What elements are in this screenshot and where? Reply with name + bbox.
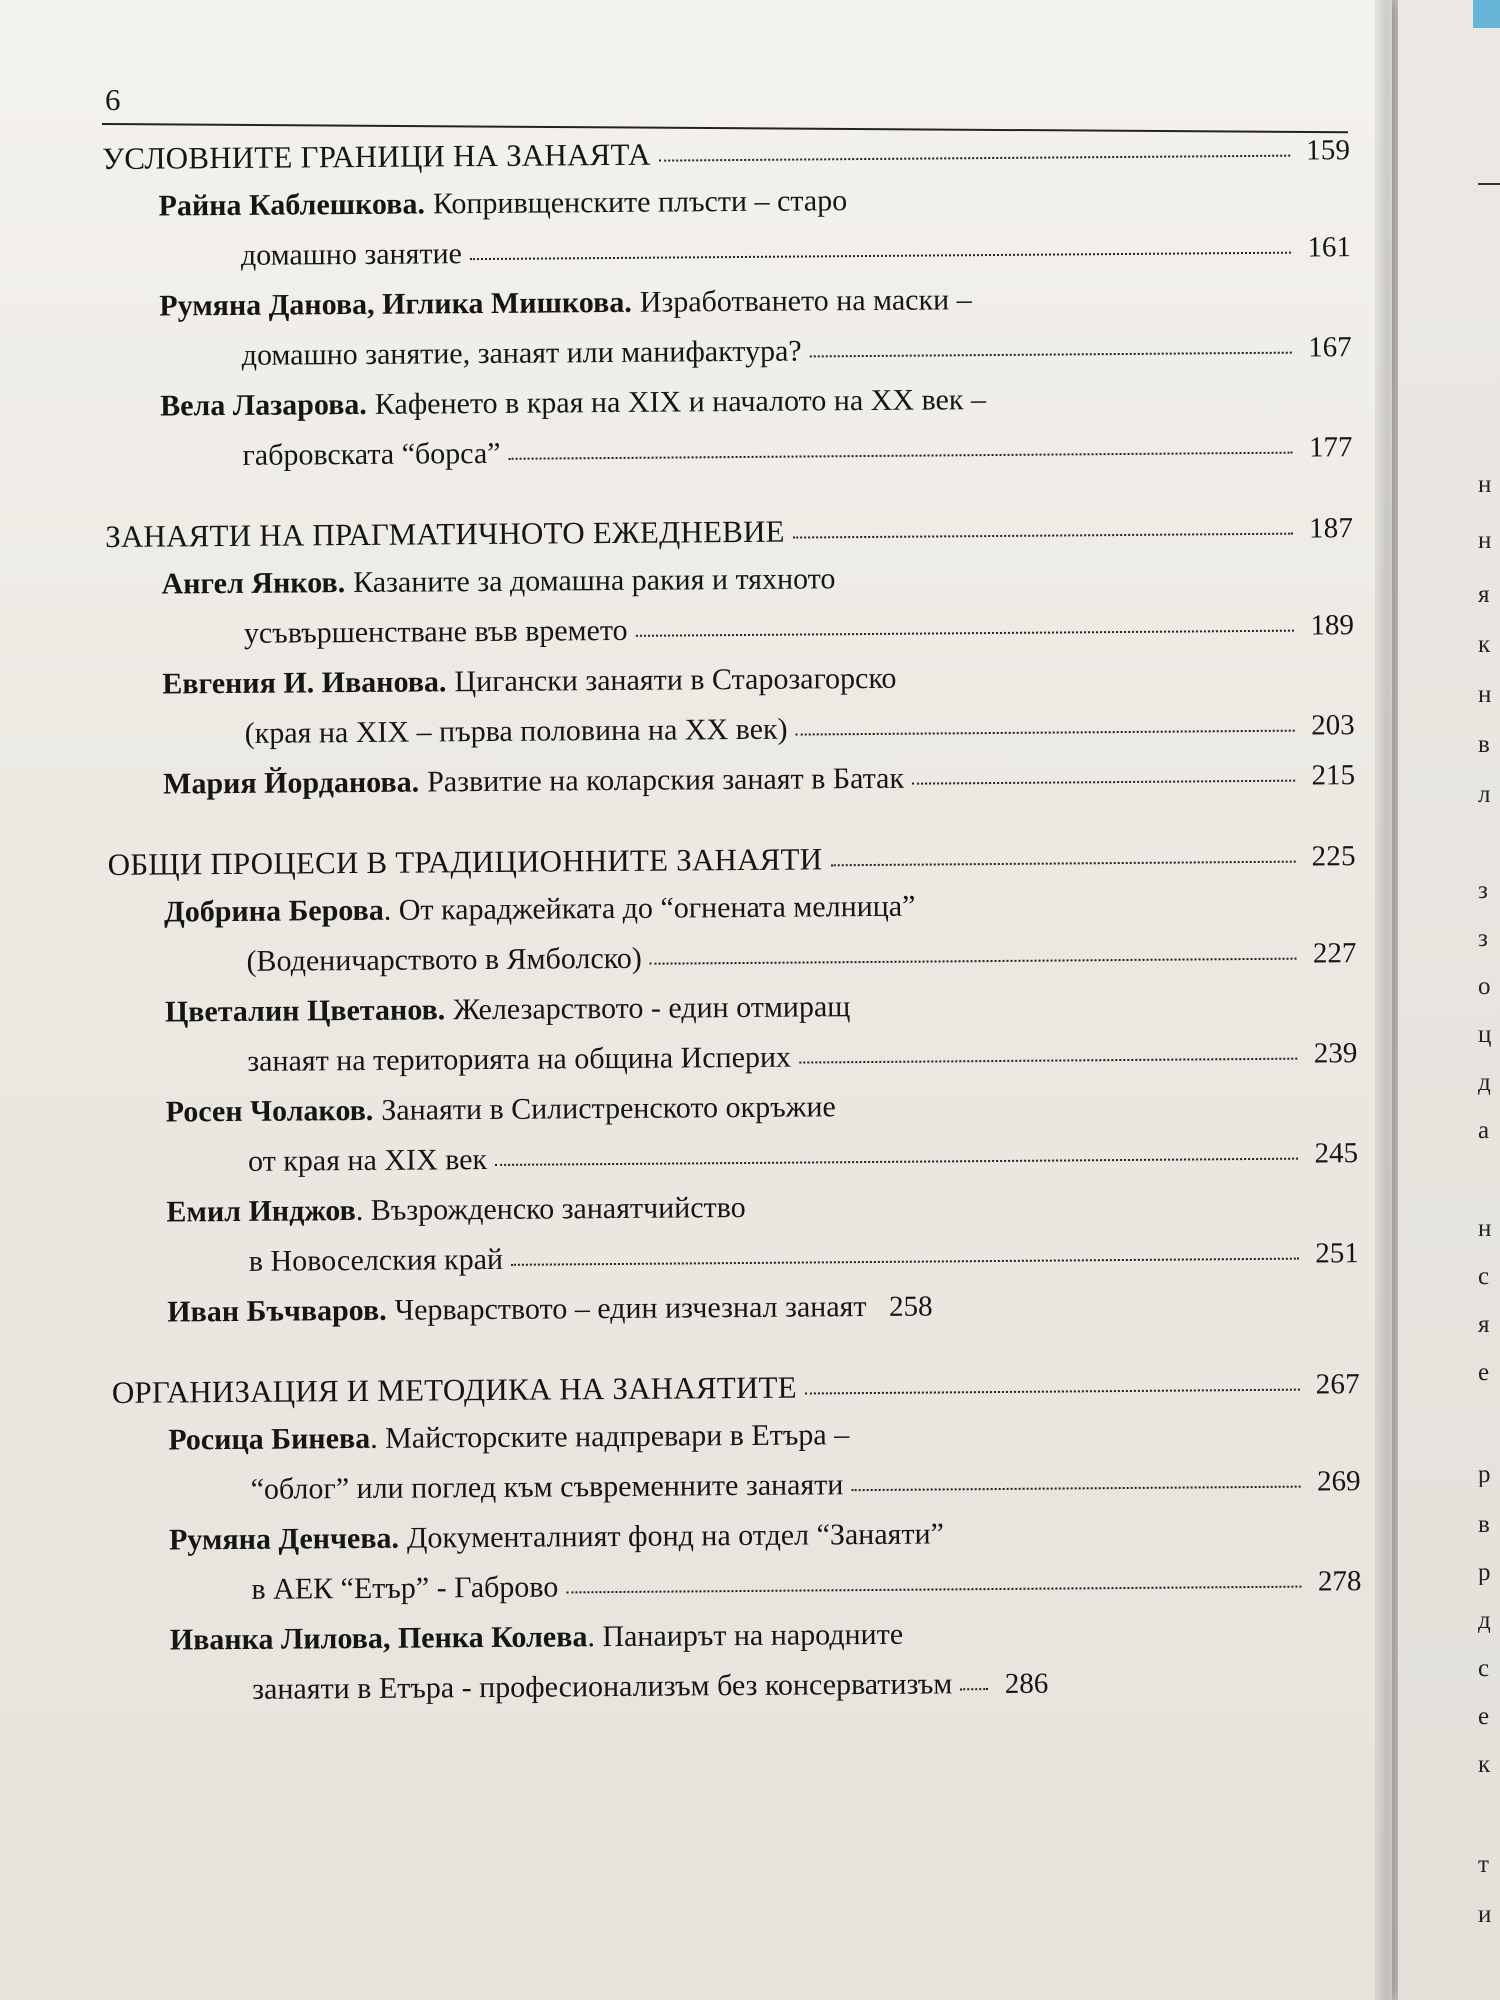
entry-page-number: 215 [1311, 759, 1356, 792]
entry-author: Румяна Данова, Иглика Мишкова. [159, 285, 632, 323]
entry-title-line: (края на XIX – първа половина на XX век) [244, 712, 788, 750]
right-page-letter: а [1478, 1118, 1490, 1143]
entry-author: Райна Каблешкова. [158, 187, 426, 223]
dot-leader [799, 1050, 1297, 1064]
right-page-letter: ц [1478, 1022, 1492, 1047]
entry-author: Румяна Денчева. [168, 1521, 400, 1557]
entry-title-line: Документалният фонд на отдел “Занаяти” [406, 1517, 945, 1555]
entry-page-number: 167 [1308, 331, 1352, 364]
section-title: ОРГАНИЗАЦИЯ И МЕТОДИКА НА ЗАНАЯТИТЕ [111, 1369, 797, 1410]
entry-title-line: Копривщенските плъсти – старо [432, 184, 848, 221]
dot-leader [912, 772, 1295, 785]
blue-cover-corner [1473, 0, 1500, 28]
dot-leader [960, 1680, 988, 1690]
entry-page-number: 227 [1312, 937, 1357, 970]
dot-leader [659, 147, 1291, 162]
toc-entry [113, 1506, 1362, 1616]
right-page-letter: н [1478, 682, 1492, 707]
toc-entry [105, 550, 1354, 660]
entry-author: Мария Йорданова. [162, 765, 420, 801]
entry-title-line: от края на XIX век [247, 1143, 488, 1178]
book-gutter-shadow [1375, 0, 1400, 2000]
toc-entry-single-line [167, 1278, 1359, 1337]
toc-entry [102, 172, 1351, 282]
entry-title-line: Кафенето в края на XIX и началото на XX век – [374, 383, 987, 421]
right-page-letter: я [1478, 1312, 1490, 1337]
dot-leader [805, 1381, 1300, 1395]
entry-page-number: 239 [1313, 1037, 1358, 1070]
right-page-letter: с [1478, 1264, 1490, 1289]
right-page-letter: е [1478, 1704, 1490, 1729]
toc-entry [106, 650, 1355, 760]
right-page-letter: р [1478, 1462, 1491, 1487]
entry-author: Добрина Берова [163, 893, 384, 929]
entry-author: Росица Бинева [168, 1421, 371, 1457]
entry-title-line: усъвършенстване във времето [243, 613, 628, 650]
entry-title-line: Цигански занаяти в Старозагорско [454, 661, 897, 699]
entry-title-line: занаят на територията на община Исперих [247, 1040, 792, 1078]
entry-title-line: Черварството – един изчезнал занаят [394, 1290, 867, 1327]
entry-title-line: домашно занятие [240, 237, 463, 272]
entry-page-number: 269 [1316, 1465, 1361, 1498]
right-page-letter: н [1478, 472, 1492, 497]
entry-title-line: . Панаирът на народните [587, 1617, 904, 1654]
entry-title-line: (Воденичарството в Ямболско) [246, 941, 642, 978]
section-title: ЗАНАЯТИ НА ПРАГМАТИЧНОТО ЕЖЕДНЕВИЕ [105, 513, 785, 554]
toc-entry-second-line [160, 422, 1352, 481]
entry-title-line: в Новоселския край [248, 1242, 504, 1278]
right-page-letter: з [1478, 878, 1488, 903]
toc-entry-single-line [163, 750, 1355, 809]
entry-title-line: Железарството - един отмиращ [453, 990, 851, 1027]
dot-leader [636, 622, 1294, 637]
page-number: 6 [105, 82, 121, 117]
right-page-letter: т [1478, 1852, 1489, 1877]
section-title: ОБЩИ ПРОЦЕСИ В ТРАДИЦИОННИТЕ ЗАНАЯТИ [107, 841, 823, 882]
right-page-letter: и [1478, 1902, 1492, 1927]
entry-title-line: Изработването на маски – [639, 283, 972, 319]
dot-leader [509, 444, 1293, 460]
dot-leader [793, 525, 1293, 539]
entry-title-line: . От караджейката до “огнената мелница” [383, 889, 916, 927]
right-page-letter: л [1478, 782, 1491, 807]
dot-leader [650, 950, 1297, 965]
entry-title-line: габровската “борса” [242, 436, 501, 472]
right-page-rule [1478, 183, 1500, 185]
entry-author: Росен Чолаков. [165, 1093, 374, 1129]
entry-author: Иван Бъчваров. [167, 1293, 387, 1329]
entry-author: Ангел Янков. [161, 566, 346, 601]
table-of-contents [102, 125, 1362, 1716]
entry-title-line: домашно занятие, занаят или манифактура? [241, 334, 802, 372]
entry-title-line: занаяти в Етъра - професионализъм без консерватизъм [252, 1667, 953, 1706]
entry-author: Вела Лазарова. [160, 387, 367, 423]
right-page-letter: н [1478, 1216, 1492, 1241]
section-page-number: 159 [1305, 134, 1351, 167]
dot-leader [495, 1150, 1298, 1166]
dot-leader [566, 1578, 1301, 1594]
entry-page-number: 177 [1308, 431, 1353, 464]
right-page-letter: в [1478, 732, 1490, 757]
right-page-letter: е [1478, 1360, 1490, 1385]
entry-title-line: Развитие на коларския занаят в Батак [427, 761, 905, 799]
entry-title-line: . Майсторските надпревари в Етъра – [370, 1418, 850, 1455]
toc-entry [103, 272, 1352, 382]
right-page-partial-text [1478, 472, 1500, 1972]
entry-page-number: 189 [1310, 609, 1355, 642]
entry-author: Евгения И. Иванова. [162, 665, 447, 701]
dot-leader [470, 244, 1291, 260]
entry-page-number: 203 [1311, 709, 1355, 742]
entry-page-number: 245 [1314, 1137, 1359, 1170]
right-page-letter: р [1478, 1560, 1491, 1585]
toc-entry-second-line [170, 1656, 1362, 1715]
right-page-letter: в [1478, 1512, 1490, 1537]
toc-entry [112, 1406, 1361, 1516]
entry-author: Иванка Лилова, Пенка Колева [169, 1620, 588, 1657]
toc-entry [107, 750, 1355, 810]
right-page-letter: д [1478, 1608, 1491, 1633]
right-page-letter: з [1478, 926, 1488, 951]
dot-leader [795, 722, 1294, 736]
section-title: УСЛОВНИТЕ ГРАНИЦИ НА ЗАНАЯТА [102, 136, 651, 176]
entry-page-number: 161 [1307, 231, 1352, 264]
toc-entry [108, 878, 1357, 988]
dot-leader [810, 344, 1292, 358]
dot-leader [511, 1250, 1299, 1266]
section-page-number: 267 [1315, 1368, 1360, 1401]
toc-entry [109, 978, 1358, 1088]
toc-entry [114, 1606, 1363, 1716]
entry-title-line: “облог” или поглед към съвременните занаяти [250, 1468, 844, 1506]
section-page-number: 225 [1311, 840, 1356, 873]
toc-entry [110, 1178, 1359, 1288]
toc-entry [109, 1078, 1358, 1188]
right-page-letter: с [1478, 1656, 1490, 1681]
entry-page-number: 258 [888, 1290, 933, 1323]
dot-leader [830, 853, 1296, 867]
entry-page-number: 286 [1004, 1667, 1049, 1700]
dot-leader [851, 1478, 1300, 1492]
toc-entry [104, 372, 1353, 482]
entry-title-line: Казаните за домашна ракия и тяхното [353, 562, 836, 600]
right-page-letter: д [1478, 1070, 1491, 1095]
entry-title-line: в АЕК “Етър” - Габрово [251, 1570, 559, 1606]
right-page-letter: о [1478, 974, 1491, 999]
entry-author: Цветалин Цветанов. [164, 993, 446, 1029]
right-page-letter: я [1478, 582, 1490, 607]
section-page-number: 187 [1308, 512, 1354, 545]
entry-title-line: Занаяти в Силистренското окръжие [381, 1090, 836, 1127]
right-page-letter: н [1478, 528, 1492, 553]
entry-author: Емил Инджов [166, 1194, 356, 1229]
right-page-letter: к [1478, 1752, 1491, 1777]
entry-title-line: . Възрожденско занаятчийство [355, 1190, 746, 1228]
entry-page-number: 278 [1317, 1565, 1362, 1598]
toc-entry [111, 1278, 1359, 1338]
right-page-letter: к [1478, 632, 1491, 657]
entry-page-number: 251 [1315, 1237, 1359, 1270]
